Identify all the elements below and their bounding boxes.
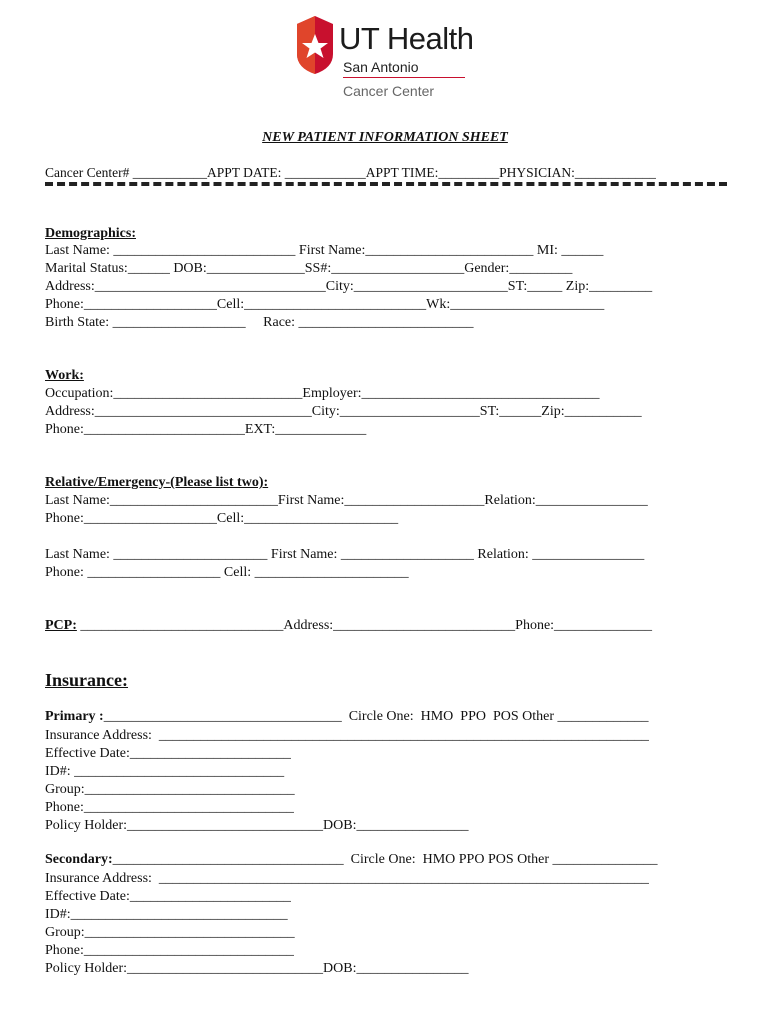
secondary-id-line[interactable]: ID#:_______________________________ [45, 907, 288, 922]
logo-subtitle: San Antonio [343, 59, 419, 75]
primary-phone-line[interactable]: Phone:______________________________ [45, 800, 294, 815]
secondary-label: Secondary: [45, 852, 113, 867]
logo-division: Cancer Center [343, 83, 435, 99]
logo-name: UT Health [339, 21, 474, 56]
work-phone-line[interactable]: Phone:_______________________EXT:_____________ [45, 422, 367, 437]
work-occupation-line[interactable]: Occupation:___________________________Employer:__________________________________ [45, 386, 600, 401]
work-heading: Work: [45, 368, 84, 383]
secondary-effective-date-line[interactable]: Effective Date:_______________________ [45, 889, 291, 904]
pcp-label: PCP: [45, 618, 77, 633]
demographics-phone-line[interactable]: Phone:___________________Cell:__________________________Wk:______________________ [45, 297, 605, 312]
demographics-birth-line[interactable]: Birth State: ___________________ Race: _________________________ [45, 315, 474, 330]
secondary-policy-holder-line[interactable]: Policy Holder:____________________________DOB:________________ [45, 961, 469, 976]
relative-1-phone-line[interactable]: Phone:___________________Cell:______________________ [45, 511, 399, 526]
dashed-divider [45, 182, 727, 186]
primary-insurance-line[interactable] [45, 709, 649, 725]
demographics-name-line[interactable]: Last Name: __________________________ First Name:________________________ MI: ______ [45, 243, 604, 258]
work-address-line[interactable]: Address:_______________________________City:____________________ST:______Zip:___________ [45, 404, 642, 419]
secondary-address-line[interactable]: Insurance Address: ______________________________________________________________________ [45, 871, 649, 886]
secondary-insurance-line[interactable] [45, 852, 658, 868]
relative-2-name-line[interactable]: Last Name: ______________________ First Name: ___________________ Relation: ________________ [45, 547, 645, 562]
primary-address-line[interactable]: Insurance Address: ______________________________________________________________________ [45, 728, 649, 743]
primary-group-line[interactable]: Group:______________________________ [45, 782, 295, 797]
relatives-heading: Relative/Emergency-(Please list two): [45, 475, 269, 490]
pcp-line[interactable] [45, 618, 652, 634]
primary-label: Primary : [45, 709, 104, 724]
primary-id-line[interactable]: ID#: ______________________________ [45, 764, 285, 779]
appointment-header-line[interactable]: Cancer Center# ___________APPT DATE: ____________APPT TIME:_________PHYSICIAN:____________ [45, 165, 656, 180]
demographics-address-line[interactable]: Address:_________________________________City:______________________ST:_____ Zip:_________ [45, 279, 653, 294]
logo-divider [343, 77, 465, 78]
primary-fields[interactable]: __________________________________ Circle One: HMO PPO POS Other _____________ [103, 709, 649, 724]
demographics-heading: Demographics: [45, 226, 136, 241]
insurance-heading: Insurance: [45, 670, 129, 690]
form-title: NEW PATIENT INFORMATION SHEET [262, 130, 508, 145]
ut-shield-star-icon [295, 14, 335, 76]
relative-2-phone-line[interactable]: Phone: ___________________ Cell: ______________________ [45, 565, 409, 580]
ut-health-logo [295, 12, 475, 102]
relative-1-name-line[interactable]: Last Name:________________________First Name:____________________Relation:________________ [45, 493, 648, 508]
secondary-fields[interactable]: _________________________________ Circle One: HMO PPO POS Other _______________ [112, 852, 658, 867]
primary-policy-holder-line[interactable]: Policy Holder:____________________________DOB:________________ [45, 818, 469, 833]
primary-effective-date-line[interactable]: Effective Date:_______________________ [45, 746, 291, 761]
demographics-marital-line[interactable]: Marital Status:______ DOB:______________SS#:___________________Gender:_________ [45, 261, 573, 276]
secondary-group-line[interactable]: Group:______________________________ [45, 925, 295, 940]
secondary-phone-line[interactable]: Phone:______________________________ [45, 943, 294, 958]
pcp-fields[interactable]: _____________________________Address:__________________________Phone:______________ [76, 618, 653, 633]
